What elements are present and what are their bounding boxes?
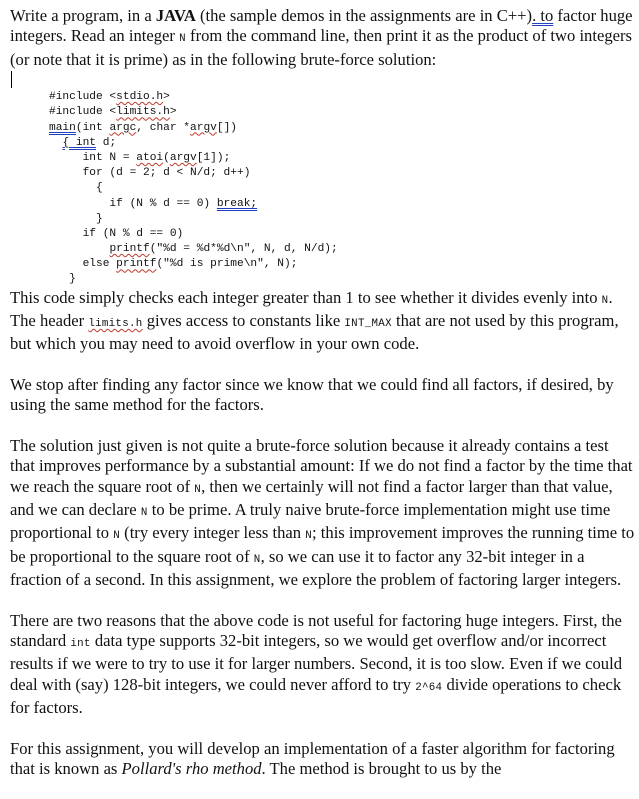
inline-code-intmax: INT_MAX xyxy=(344,318,392,331)
code-block xyxy=(49,90,635,287)
code-line: #include <stdio.h> xyxy=(49,91,170,104)
code-line: { xyxy=(49,182,103,195)
code-line: } xyxy=(49,273,76,286)
document-page xyxy=(10,2,635,779)
inline-code-n: N xyxy=(194,483,202,496)
inline-code-n: N xyxy=(253,553,261,566)
inline-code-n: N xyxy=(113,530,121,543)
code-line: { int d; xyxy=(62,136,117,149)
code-line: if (N % d == 0) break; xyxy=(49,197,258,210)
inline-code-limits: limits.h xyxy=(88,318,143,331)
inline-code-n: N xyxy=(140,506,148,519)
paragraph-reasons: There are two reasons that the above code is not useful for factoring huge integers. First, the standard int data type supports 32-bit integers, so we would get overflow and/or incorrect results if we were to try to use it for larger numbers. Second, it is too slow. Even if we could deal with (say) 128-bit integers, we could never afford to try 2^64 divide operations to check for factors. xyxy=(10,610,622,718)
intro-paragraph xyxy=(10,6,635,70)
inline-code-n: N xyxy=(305,530,313,543)
paragraph-bruteforce: The solution just given is not quite a brute-force solution because it already contains a test that improves performance by a substantial amount: If we do not find a factor by the time that we reach the square root of N, then we certainly will not find a factor larger than that value, and we can declare N to be prime. A truly naive brute-force implementation might use time proportional to N (try every integer less than N; this improvement improves the running time to be proportional to the square root of N, so we can use it to factor any 32-bit integer in a fraction of a second. In this assignment, we explore the problem of factoring larger integers. xyxy=(10,435,635,590)
code-line: int N = atoi(argv[1]); xyxy=(49,151,231,164)
intro-text: (the sample demos in the assignments are in C++) xyxy=(195,6,533,25)
intro-text: factor huge integers. Read an integer xyxy=(10,6,633,46)
paragraph-gap xyxy=(10,416,635,436)
inline-code-n: N xyxy=(601,294,609,307)
inline-code-n: N xyxy=(179,33,186,46)
text-cursor-line[interactable] xyxy=(10,70,635,90)
paragraph-gap xyxy=(10,355,635,375)
grammar-flag: . to xyxy=(532,6,554,25)
paragraph-overview: This code simply checks each integer greater than 1 to see whether it divides evenly into N. The header limits.h gives access to constants like INT_MAX that are not used by this program, but which you may need to avoid overflow in your own code. xyxy=(10,287,619,354)
code-line: else printf("%d is prime\n", N); xyxy=(49,258,298,271)
text-caret xyxy=(11,71,12,88)
code-line: main(int argc, char *argv[]) xyxy=(49,121,238,134)
code-line: for (d = 2; d < N/d; d++) xyxy=(49,167,251,180)
pollard-term: Pollard's rho method xyxy=(121,758,262,778)
intro-text: from the command line, then print it as the product of two integers (or note that it is prime) as in the following brute-force solution: xyxy=(10,26,632,69)
intro-text: Write a program, in a xyxy=(10,6,156,25)
paragraph-gap xyxy=(10,719,635,739)
inline-code-pow: 2^64 xyxy=(415,681,443,694)
paragraph-gap xyxy=(10,591,635,611)
paragraph-stop: We stop after finding any factor since we know that we could find all factors, if desired, by using the same method for the factors. xyxy=(10,374,614,415)
inline-code-int: int xyxy=(70,637,91,650)
code-line: } xyxy=(49,212,103,225)
code-line: if (N % d == 0) xyxy=(49,227,184,240)
code-line: #include <limits.h> xyxy=(49,106,177,119)
paragraph-pollard: For this assignment, you will develop an implementation of a faster algorithm for factoring that is known as Pollard's rho method. The method is brought to us by the xyxy=(10,738,615,778)
java-keyword: JAVA xyxy=(155,6,196,25)
code-line: printf("%d = %d*%d\n", N, d, N/d); xyxy=(109,243,338,256)
